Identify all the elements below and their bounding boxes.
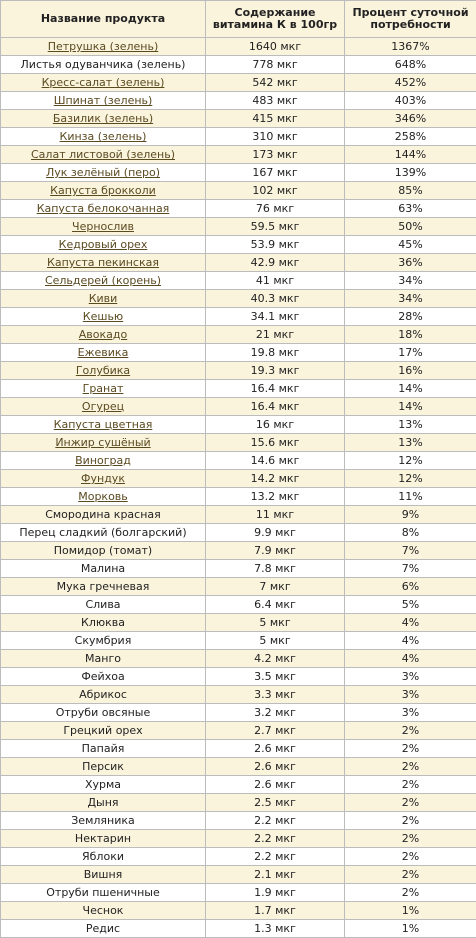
product-name: Персик [82,760,124,773]
daily-percent-cell: 14% [345,380,476,398]
vitamin-content-cell: 1.3 мкг [206,920,345,938]
vitamin-content-cell: 4.2 мкг [206,650,345,668]
product-link[interactable]: Фундук [81,472,125,485]
product-name-cell[interactable] [1,470,206,488]
daily-percent-cell: 50% [345,218,476,236]
daily-percent-cell: 2% [345,740,476,758]
table-row [1,218,476,236]
product-name: Помидор (томат) [54,544,152,557]
daily-percent-cell: 648% [345,56,476,74]
product-name-cell[interactable] [1,290,206,308]
product-link[interactable]: Капуста брокколи [50,184,156,197]
vitamin-content-cell: 2.7 мкг [206,722,345,740]
product-name-cell[interactable] [1,182,206,200]
table-row [1,308,476,326]
table-row [1,164,476,182]
vitamin-content-cell: 2.2 мкг [206,812,345,830]
daily-percent-cell: 2% [345,794,476,812]
product-name: Отруби овсяные [56,706,151,719]
table-row [1,74,476,92]
table-row [1,740,476,758]
daily-percent-cell: 17% [345,344,476,362]
daily-percent-cell: 28% [345,308,476,326]
vitamin-content-cell: 2.6 мкг [206,758,345,776]
table-row [1,758,476,776]
vitamin-content-cell: 76 мкг [206,200,345,218]
product-name-cell [1,758,206,776]
table-row [1,38,476,56]
vitamin-content-cell: 778 мкг [206,56,345,74]
vitamin-content-cell: 310 мкг [206,128,345,146]
product-name-cell[interactable] [1,38,206,56]
product-name-cell[interactable] [1,272,206,290]
daily-percent-cell: 63% [345,200,476,218]
product-name-cell [1,740,206,758]
daily-percent-cell: 12% [345,452,476,470]
vitamin-content-cell: 5 мкг [206,632,345,650]
table-row [1,452,476,470]
daily-percent-cell: 3% [345,686,476,704]
daily-percent-cell: 4% [345,632,476,650]
table-body [1,38,476,938]
product-name: Чеснок [83,904,124,917]
vitamin-content-cell: 41 мкг [206,272,345,290]
vitamin-content-cell: 7.9 мкг [206,542,345,560]
product-link[interactable]: Капуста белокочанная [37,202,170,215]
product-name-cell [1,668,206,686]
table-row [1,506,476,524]
daily-percent-cell: 6% [345,578,476,596]
daily-percent-cell: 34% [345,290,476,308]
table-row [1,542,476,560]
table-row [1,650,476,668]
product-name-cell [1,920,206,938]
product-name: Манго [85,652,121,665]
product-name-cell [1,650,206,668]
product-name: Листья одуванчика (зелень) [21,58,186,71]
product-link[interactable]: Капуста цветная [54,418,153,431]
table-row [1,920,476,938]
vitamin-content-cell: 2.6 мкг [206,740,345,758]
product-name-cell [1,542,206,560]
daily-percent-cell: 2% [345,884,476,902]
daily-percent-cell: 346% [345,110,476,128]
daily-percent-cell: 2% [345,830,476,848]
daily-percent-cell: 85% [345,182,476,200]
vitamin-content-cell: 2.2 мкг [206,830,345,848]
product-name-cell [1,596,206,614]
vitamin-content-cell: 2.5 мкг [206,794,345,812]
table-row [1,686,476,704]
product-name: Перец сладкий (болгарский) [19,526,186,539]
table-row [1,524,476,542]
product-link[interactable]: Кедровый орех [59,238,148,251]
table-row [1,92,476,110]
product-name-cell[interactable] [1,344,206,362]
product-name-cell [1,848,206,866]
vitamin-content-cell: 19.8 мкг [206,344,345,362]
daily-percent-cell: 8% [345,524,476,542]
table-row [1,722,476,740]
vitamin-content-cell: 16 мкг [206,416,345,434]
table-row [1,614,476,632]
product-link[interactable]: Авокадо [79,328,127,341]
table-row [1,416,476,434]
table-row [1,344,476,362]
table-row [1,470,476,488]
product-name: Нектарин [75,832,131,845]
vitamin-content-cell: 11 мкг [206,506,345,524]
product-name-cell[interactable] [1,326,206,344]
header-row [1,1,476,38]
vitamin-content-cell: 2.6 мкг [206,776,345,794]
product-name-cell [1,614,206,632]
product-name-cell [1,902,206,920]
daily-percent-cell: 4% [345,650,476,668]
vitamin-content-cell: 2.2 мкг [206,848,345,866]
product-name-cell[interactable] [1,236,206,254]
product-name-cell[interactable] [1,146,206,164]
daily-percent-cell: 7% [345,542,476,560]
vitamin-content-cell: 53.9 мкг [206,236,345,254]
daily-percent-cell: 258% [345,128,476,146]
vitamin-content-cell: 16.4 мкг [206,398,345,416]
product-link[interactable]: Ежевика [78,346,129,359]
daily-percent-cell: 1% [345,920,476,938]
product-link[interactable]: Голубика [76,364,130,377]
daily-percent-cell: 2% [345,758,476,776]
table-row [1,182,476,200]
product-name-cell[interactable] [1,128,206,146]
table-row [1,668,476,686]
product-name-cell[interactable] [1,254,206,272]
product-name: Мука гречневая [57,580,150,593]
product-name-cell [1,704,206,722]
daily-percent-cell: 144% [345,146,476,164]
product-name: Отруби пшеничные [46,886,160,899]
product-name-cell [1,722,206,740]
product-link[interactable]: Кешью [83,310,123,323]
vitamin-content-cell: 542 мкг [206,74,345,92]
vitamin-content-cell: 7.8 мкг [206,560,345,578]
table-row [1,830,476,848]
product-name-cell[interactable] [1,308,206,326]
product-name: Абрикос [79,688,127,701]
product-name-cell [1,776,206,794]
product-name-cell [1,686,206,704]
header-daily-percent: Процент суточной потребности [345,1,476,38]
product-name: Скумбрия [75,634,132,647]
product-link[interactable]: Кинза (зелень) [60,130,147,143]
daily-percent-cell: 34% [345,272,476,290]
vitamin-content-cell: 34.1 мкг [206,308,345,326]
product-link[interactable]: Инжир сушёный [55,436,150,449]
vitamin-content-cell: 1.7 мкг [206,902,345,920]
daily-percent-cell: 36% [345,254,476,272]
header-product-name: Название продукта [1,1,206,38]
daily-percent-cell: 139% [345,164,476,182]
product-name: Вишня [84,868,123,881]
daily-percent-cell: 1% [345,902,476,920]
vitamin-content-cell: 3.5 мкг [206,668,345,686]
table-row [1,110,476,128]
table-row [1,362,476,380]
product-name-cell[interactable] [1,218,206,236]
daily-percent-cell: 4% [345,614,476,632]
table-row [1,290,476,308]
product-link[interactable]: Кресс-салат (зелень) [42,76,165,89]
vitamin-content-cell: 2.1 мкг [206,866,345,884]
vitamin-content-cell: 415 мкг [206,110,345,128]
product-name-cell [1,56,206,74]
table-row [1,812,476,830]
product-name: Клюква [81,616,125,629]
product-name-cell[interactable] [1,92,206,110]
vitamin-content-cell: 6.4 мкг [206,596,345,614]
product-name-cell [1,866,206,884]
vitamin-content-cell: 14.2 мкг [206,470,345,488]
vitamin-content-cell: 483 мкг [206,92,345,110]
vitamin-content-cell: 1640 мкг [206,38,345,56]
product-name-cell[interactable] [1,416,206,434]
table-header [1,1,476,38]
product-link[interactable]: Чернослив [72,220,134,233]
daily-percent-cell: 2% [345,812,476,830]
daily-percent-cell: 12% [345,470,476,488]
vitamin-content-cell: 13.2 мкг [206,488,345,506]
product-name-cell [1,884,206,902]
vitamin-content-cell: 173 мкг [206,146,345,164]
header-vitamin-content: Содержание витамина К в 100гр [206,1,345,38]
daily-percent-cell: 11% [345,488,476,506]
vitamin-content-cell: 19.3 мкг [206,362,345,380]
product-link[interactable]: Морковь [78,490,128,503]
table-row [1,596,476,614]
product-name-cell [1,632,206,650]
vitamin-content-cell: 9.9 мкг [206,524,345,542]
product-name-cell[interactable] [1,488,206,506]
daily-percent-cell: 13% [345,434,476,452]
product-name: Смородина красная [45,508,161,521]
vitamin-content-cell: 40.3 мкг [206,290,345,308]
vitamin-content-cell: 7 мкг [206,578,345,596]
table-row [1,128,476,146]
product-name-cell [1,506,206,524]
daily-percent-cell: 2% [345,866,476,884]
product-name-cell[interactable] [1,434,206,452]
product-name-cell[interactable] [1,362,206,380]
product-name-cell[interactable] [1,452,206,470]
table-row [1,200,476,218]
table-row [1,560,476,578]
table-row [1,434,476,452]
vitamin-content-cell: 16.4 мкг [206,380,345,398]
vitamin-content-cell: 59.5 мкг [206,218,345,236]
product-link[interactable]: Огурец [82,400,124,413]
vitamin-content-cell: 15.6 мкг [206,434,345,452]
table-row [1,236,476,254]
vitamin-content-cell: 42.9 мкг [206,254,345,272]
vitamin-content-cell: 167 мкг [206,164,345,182]
product-link[interactable]: Петрушка (зелень) [48,40,159,53]
vitamin-content-cell: 14.6 мкг [206,452,345,470]
daily-percent-cell: 403% [345,92,476,110]
table-row [1,866,476,884]
vitamin-content-cell: 3.2 мкг [206,704,345,722]
table-row [1,380,476,398]
daily-percent-cell: 2% [345,848,476,866]
product-name-cell[interactable] [1,380,206,398]
product-name-cell[interactable] [1,110,206,128]
product-name: Папайя [82,742,125,755]
product-link[interactable]: Базилик (зелень) [53,112,153,125]
product-name: Слива [85,598,120,611]
product-name-cell[interactable] [1,74,206,92]
product-link[interactable]: Капуста пекинская [47,256,159,269]
table-row [1,776,476,794]
vitamin-content-cell: 5 мкг [206,614,345,632]
product-name: Грецкий орех [63,724,142,737]
daily-percent-cell: 2% [345,776,476,794]
daily-percent-cell: 5% [345,596,476,614]
product-name-cell [1,578,206,596]
product-name: Фейхоа [81,670,124,683]
table-row [1,326,476,344]
product-name-cell[interactable] [1,164,206,182]
vitamin-content-cell: 21 мкг [206,326,345,344]
table-row [1,578,476,596]
daily-percent-cell: 13% [345,416,476,434]
product-link[interactable]: Киви [89,292,118,305]
product-name: Дыня [87,796,118,809]
table-row [1,848,476,866]
product-name: Яблоки [82,850,124,863]
product-name-cell [1,524,206,542]
product-name-cell [1,830,206,848]
vitamin-content-cell: 102 мкг [206,182,345,200]
table-row [1,56,476,74]
product-name-cell[interactable] [1,200,206,218]
table-row [1,254,476,272]
table-row [1,884,476,902]
daily-percent-cell: 1367% [345,38,476,56]
product-name: Земляника [71,814,135,827]
product-name-cell [1,560,206,578]
product-name-cell[interactable] [1,398,206,416]
table-row [1,146,476,164]
product-link[interactable]: Лук зелёный (перо) [46,166,160,179]
product-name: Редис [86,922,120,935]
vitamin-content-cell: 1.9 мкг [206,884,345,902]
product-link[interactable]: Шпинат (зелень) [54,94,153,107]
product-name: Малина [81,562,125,575]
table-row [1,488,476,506]
table-row [1,272,476,290]
table-row [1,704,476,722]
daily-percent-cell: 7% [345,560,476,578]
daily-percent-cell: 3% [345,668,476,686]
table-row [1,398,476,416]
daily-percent-cell: 452% [345,74,476,92]
table-row [1,794,476,812]
daily-percent-cell: 9% [345,506,476,524]
daily-percent-cell: 14% [345,398,476,416]
product-name-cell [1,794,206,812]
daily-percent-cell: 45% [345,236,476,254]
vitamin-content-cell: 3.3 мкг [206,686,345,704]
product-name-cell [1,812,206,830]
product-link[interactable]: Гранат [83,382,124,395]
daily-percent-cell: 3% [345,704,476,722]
product-name: Хурма [85,778,121,791]
table-row [1,632,476,650]
table-row [1,902,476,920]
daily-percent-cell: 16% [345,362,476,380]
product-link[interactable]: Виноград [75,454,131,467]
product-link[interactable]: Сельдерей (корень) [45,274,161,287]
daily-percent-cell: 2% [345,722,476,740]
product-link[interactable]: Салат листовой (зелень) [31,148,175,161]
daily-percent-cell: 18% [345,326,476,344]
